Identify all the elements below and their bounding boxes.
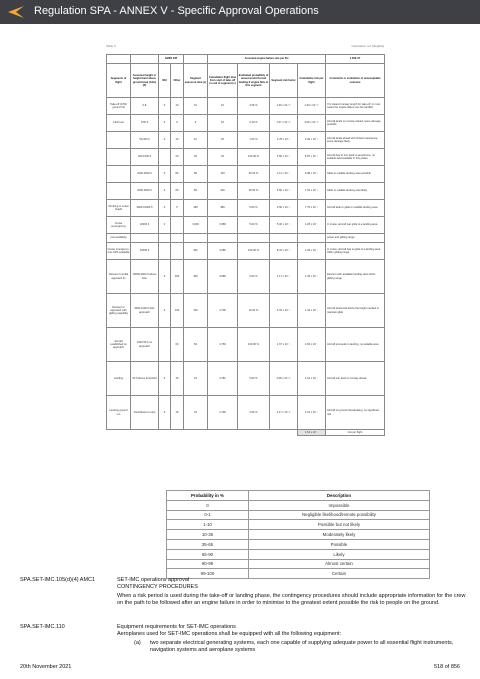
table-cell: 46 (208, 149, 238, 166)
table-cell: 1000-50 ft on approach (131, 328, 159, 362)
table-cell: 80 (171, 166, 184, 183)
probability-cell: 0 (167, 500, 249, 510)
table-cell: 4,766 (208, 328, 238, 362)
table-cell: 2000-3000 ft (131, 183, 159, 200)
column-header: Estimated probability of unsuccessful forced landing if engine fails in this segment (238, 64, 270, 98)
table-cell: 1.00 % (238, 132, 270, 149)
table-cell: If in cleared runway length for take-off, in most cases the engine failure can be handled (326, 98, 385, 115)
probability-table-body (167, 500, 430, 578)
table-row (107, 328, 385, 362)
table-cell (107, 183, 131, 200)
table-cell: 3,600 (184, 217, 208, 234)
probability-row (167, 520, 430, 530)
total-row (107, 430, 385, 436)
table-cell: Glide to suitable landing area likely (326, 183, 385, 200)
probability-row (167, 510, 430, 520)
table-cell: 386 (208, 200, 238, 217)
table-cell: 0-8 (131, 98, 159, 115)
table-cell: 300 (171, 260, 184, 294)
table-cell: 3000-10000 ft (131, 200, 159, 217)
table-row (107, 166, 385, 183)
group-header-exposure: 1.00E-07 (326, 55, 385, 64)
table-cell: 4.17 x 10⁻⁹ (270, 260, 298, 294)
sheet-meta-left: Table X (106, 44, 117, 48)
probability-cell: 0-1 (167, 510, 249, 520)
table-cell: 0 (159, 115, 171, 132)
table-cell: Landing (107, 362, 131, 396)
footer-date: 20th November 2021 (20, 664, 72, 670)
table-cell: Landing ground run (107, 396, 131, 430)
table-row (107, 396, 385, 430)
table-cell: 7.79 x 10⁻⁸ (298, 200, 326, 217)
table-cell (159, 234, 171, 243)
table-cell: 6 (184, 115, 208, 132)
table-cell: 1.67 x 10⁻¹⁰ (270, 115, 298, 132)
probability-row (167, 549, 430, 559)
table-cell: 15 (171, 362, 184, 396)
table-cell: 300 (184, 260, 208, 294)
table-row (107, 294, 385, 328)
table-cell: 7.54 x 10⁻⁸ (298, 183, 326, 200)
table-cell: In cruise, aircraft can glide to a landing area (326, 217, 385, 234)
table-cell (184, 234, 208, 243)
table-cell: 5.00 % (238, 200, 270, 217)
table-cell: 15 (184, 362, 208, 396)
table-cell: 10 (208, 98, 238, 115)
description-cell: Almost certain (248, 559, 429, 569)
table-row (107, 115, 385, 132)
table-cell (298, 234, 326, 243)
table-cell: 1.44 x 10⁻⁷ (298, 294, 326, 328)
table-cell: 10 (184, 132, 208, 149)
table-cell: Aircraft lands on runway ahead, some damage possible (326, 115, 385, 132)
table-cell: 5.56 x 10⁻⁸ (270, 149, 298, 166)
table-cell: 3000-1000 ft AGL approach (131, 294, 159, 328)
table-cell: 4,706 (208, 294, 238, 328)
table-cell: 80 (184, 183, 208, 200)
column-header: Segments of flight (107, 64, 131, 98)
section-body-110: Aeroplanes used for SET-IMC operations shall be equipped with all the following equipment: (117, 631, 342, 637)
probability-row (167, 559, 430, 569)
table-row (107, 200, 385, 217)
table-cell: 4,781 (208, 362, 238, 396)
table-cell: 8.33 x 10⁻⁹ (270, 243, 298, 260)
list-item-label: (a) (134, 640, 141, 646)
table-cell: 80 (171, 183, 184, 200)
table-cell: Aircraft descends below the height needed to maintain glide (326, 294, 385, 328)
description-header: Description (248, 491, 429, 501)
table-row (107, 234, 385, 243)
table-cell (107, 166, 131, 183)
table-cell: 50-300 ft (131, 132, 159, 149)
table-row (107, 149, 385, 166)
table-cell: 3.33 x 10⁻⁹ (270, 294, 298, 328)
table-cell: 120 (171, 294, 184, 328)
table-cell: 0 (159, 183, 171, 200)
table-cell: 5.87 x 10⁻⁸ (298, 149, 326, 166)
table-cell: 1.36 x 10⁻⁷ (298, 243, 326, 260)
table-cell: 20 (184, 149, 208, 166)
table-cell: 2.08 x 10⁻¹⁰ (270, 362, 298, 396)
table-cell: 1.39 x 10⁻¹⁰ (270, 98, 298, 115)
table-cell: Climb out (107, 115, 131, 132)
table-cell: 3.09 x 10⁻⁹ (298, 132, 326, 149)
table-cell (208, 234, 238, 243)
table-cell (171, 243, 184, 260)
table-cell (107, 132, 131, 149)
description-cell: Moderately likely (248, 530, 429, 540)
table-cell: 16 (208, 115, 238, 132)
table-cell: Aircraft able to glide to suitable landing area (326, 200, 385, 217)
table-cell: 6 (171, 115, 184, 132)
table-cell: 0.10 % (238, 115, 270, 132)
table-cell: 20 (171, 149, 184, 166)
table-cell (159, 243, 171, 260)
table-cell: 300-1000 ft (131, 149, 159, 166)
table-cell: 1.67 x 10⁻⁸ (270, 328, 298, 362)
table-cell: Touchdown to stop (131, 396, 159, 430)
table-cell: 10000 ft (131, 243, 159, 260)
table-cell: Climbing to cruise height (107, 200, 131, 217)
table-cell: 10.00 % (238, 294, 270, 328)
table-cell: (not available) (107, 234, 131, 243)
table-row (107, 98, 385, 115)
column-header: Comments or estimation of unacceptable outcome (326, 64, 385, 98)
column-header: Assumed height or height band above ground level (AGL) (ft) (131, 64, 159, 98)
section-title-amc1: SET-IMC operations approval (117, 577, 190, 583)
table-cell: 4.17 x 10⁻¹¹ (270, 396, 298, 430)
column-header: OEI (159, 64, 171, 98)
table-cell: 0.05 % (238, 98, 270, 115)
table-cell: 5.00 x 10⁻⁸ (270, 217, 298, 234)
table-cell: 10 (171, 132, 184, 149)
table-cell: 5.00 % (238, 362, 270, 396)
table-cell: 180 (184, 200, 208, 217)
list-item-text: two separate electrical generating systems, each one capable of supplying adequate power to all essential flight instruments, navigation systems and aeroplane systems (150, 640, 454, 653)
probability-cell: 35-65 (167, 539, 249, 549)
table-cell: 0 (159, 396, 171, 430)
total-risk-label: risk per flight (326, 430, 385, 436)
table-cell: 1.28 x 10⁻⁷ (298, 217, 326, 234)
table-cell: 0-50 ft (131, 115, 159, 132)
table-cell: Descent to initial approach fix (107, 260, 131, 294)
probability-table-header (167, 491, 430, 501)
section-ref-110: SPA.SET-IMC.110 (20, 624, 65, 630)
table-cell (159, 328, 171, 362)
table-cell: 5 (171, 200, 184, 217)
column-header: Cumulative risk per flight (298, 64, 326, 98)
probability-cell: 65-90 (167, 549, 249, 559)
table-row (107, 217, 385, 234)
table-cell (131, 234, 159, 243)
table-row (107, 260, 385, 294)
page-header (0, 0, 480, 24)
table-cell: Aircraft lands ahead with limited manoeuvre, some damage likely (326, 132, 385, 149)
probability-row (167, 539, 430, 549)
table-cell: 126 (208, 166, 238, 183)
risk-table-body (107, 98, 385, 436)
table-cell (238, 234, 270, 243)
table-cell: 100.00 % (238, 243, 270, 260)
table-cell: 0 (159, 294, 171, 328)
table-cell: 1.60 x 10⁻⁷ (298, 328, 326, 362)
probability-cell: 10-35 (167, 530, 249, 540)
table-cell: 26 (208, 132, 238, 149)
section-title-110: Equipment requirements for SET-IMC operations (117, 624, 236, 630)
probability-header: Probability in % (167, 491, 249, 501)
section-ref-amc1: SPA.SET-IMC.105(d)(4) AMC1 (20, 577, 96, 583)
column-header: Segment exposure time (s) (184, 64, 208, 98)
table-cell: 1.39 x 10⁻¹⁰ (298, 98, 326, 115)
table-cell: power and gliding range (326, 234, 385, 243)
table-cell: Aircraft has to turn back to aerodrome, no suitable field available in this phase (326, 149, 385, 166)
table-cell (107, 149, 131, 166)
table-cell: 0 (159, 362, 171, 396)
table-cell: 10 (184, 98, 208, 115)
table-cell: Cruise emergency: one-GPS available (107, 243, 131, 260)
table-cell (270, 234, 298, 243)
table-cell: 4,796 (208, 396, 238, 430)
table-row (107, 183, 385, 200)
table-cell: 2.50 x 10⁻⁹ (270, 200, 298, 217)
table-cell: Cruise (emergency) (107, 217, 131, 234)
risk-table-header (107, 64, 385, 98)
table-cell: 1.40 x 10⁻⁷ (298, 260, 326, 294)
table-cell: 120 (184, 294, 208, 328)
sheet-meta-right: Calculation ref: [illegible] (351, 44, 384, 48)
risk-table-group-header (107, 55, 385, 64)
table-cell: 3,986 (208, 217, 238, 234)
probability-cell: 1-10 (167, 520, 249, 530)
table-cell: 5.56 x 10⁻⁹ (270, 183, 298, 200)
table-cell: 5.00 % (238, 260, 270, 294)
table-cell: 50.00 % (238, 166, 270, 183)
table-cell: 0 (159, 200, 171, 217)
table-cell: 15 (171, 396, 184, 430)
table-cell: 4,286 (208, 243, 238, 260)
table-cell: 1.11 x 10⁻⁸ (270, 166, 298, 183)
section-body-amc1: When a risk period is used during the take-off or landing phase, the contingency procedures should include appropriate information for the crew on the path to be followed after an engine failure in order to minimise to the greatest extent possible the risk to people on the ground. (117, 593, 466, 606)
column-header: Other (171, 64, 184, 98)
table-cell: 10000-3000 ft above AGL (131, 260, 159, 294)
probability-row (167, 569, 430, 579)
description-cell: Certain (248, 569, 429, 579)
description-cell: Possible but not likely (248, 520, 429, 530)
description-cell: Likely (248, 549, 429, 559)
table-cell: 0 (159, 217, 171, 234)
risk-table (106, 54, 385, 436)
table-cell: 10 (171, 98, 184, 115)
table-cell: 206 (208, 183, 238, 200)
table-cell: 2.78 x 10⁻⁹ (270, 132, 298, 149)
table-cell: 10000 ft (131, 217, 159, 234)
probability-row (167, 500, 430, 510)
table-cell: 15 (184, 396, 208, 430)
table-cell: 0 (159, 166, 171, 183)
group-header-accumulated: Assumed engine failure rate per FH (208, 55, 326, 64)
table-row (107, 132, 385, 149)
table-cell: 80 (184, 166, 208, 183)
probability-table (166, 490, 430, 579)
probability-cell: 99-100 (167, 569, 249, 579)
table-cell: 4,586 (208, 260, 238, 294)
table-cell: In cruise, aircraft has to glide to a landing area within gliding range (326, 243, 385, 260)
column-header: Segment risk factor (270, 64, 298, 98)
description-cell: Possible (248, 539, 429, 549)
table-cell: Aircraft can land on runway ahead (326, 362, 385, 396)
column-header: Cumulative flight time from start of take-off to end of segment (s) (208, 64, 238, 98)
table-cell (171, 234, 184, 243)
table-cell: Descent to approach with gliding capability (107, 294, 131, 328)
probability-row (167, 530, 430, 540)
table-row (107, 243, 385, 260)
table-cell: 100.00 % (238, 149, 270, 166)
table-cell: Descent with available landing sites within gliding range (326, 260, 385, 294)
description-cell: Impossible (248, 500, 429, 510)
table-row (107, 362, 385, 396)
table-cell: 1.61 x 10⁻⁷ (298, 396, 326, 430)
table-cell: 100.00 % (238, 328, 270, 362)
table-cell: 0 (159, 132, 171, 149)
footer-page-number: 518 of 856 (434, 664, 460, 670)
table-cell: 0 (159, 98, 171, 115)
table-cell: 1.61 x 10⁻⁷ (298, 362, 326, 396)
table-cell: 60 (171, 328, 184, 362)
section-subtitle-amc1: CONTINGENCY PROCEDURES (117, 584, 198, 590)
table-cell: 5.00 % (238, 217, 270, 234)
total-risk-value: 1.61 x 10⁻⁷ (298, 430, 326, 436)
table-cell: Aircraft established on approach (107, 328, 131, 362)
table-cell: 25.00 % (238, 183, 270, 200)
group-header-ames: AMES EPI (159, 55, 184, 64)
table-cell: 50 ft above threshold (131, 362, 159, 396)
description-cell: Negligible likelihood/remote possibility (248, 510, 429, 520)
table-cell: 6.98 x 10⁻⁸ (298, 166, 326, 183)
table-cell: 60 (184, 328, 208, 362)
table-cell: Aircraft proceeds to landing, no suitable area (326, 328, 385, 362)
table-cell (159, 149, 171, 166)
easa-logo-icon (7, 5, 25, 19)
probability-cell: 90-99 (167, 559, 249, 569)
table-cell: Take-off (0-50) ground roll (107, 98, 131, 115)
table-cell: 1000-2000 ft (131, 166, 159, 183)
table-cell: 0 (159, 260, 171, 294)
table-cell: Glide to suitable landing area possible (326, 166, 385, 183)
header-title: Regulation SPA - ANNEX V - Specific Approval Operations (34, 5, 319, 17)
table-cell (171, 217, 184, 234)
table-cell: 3.06 x 10⁻¹⁰ (298, 115, 326, 132)
table-cell: 0.05 % (238, 396, 270, 430)
table-cell: 300 (184, 243, 208, 260)
risk-assessment-sheet (106, 44, 384, 474)
table-cell: Aircraft on ground decelerating, no significant risk (326, 396, 385, 430)
